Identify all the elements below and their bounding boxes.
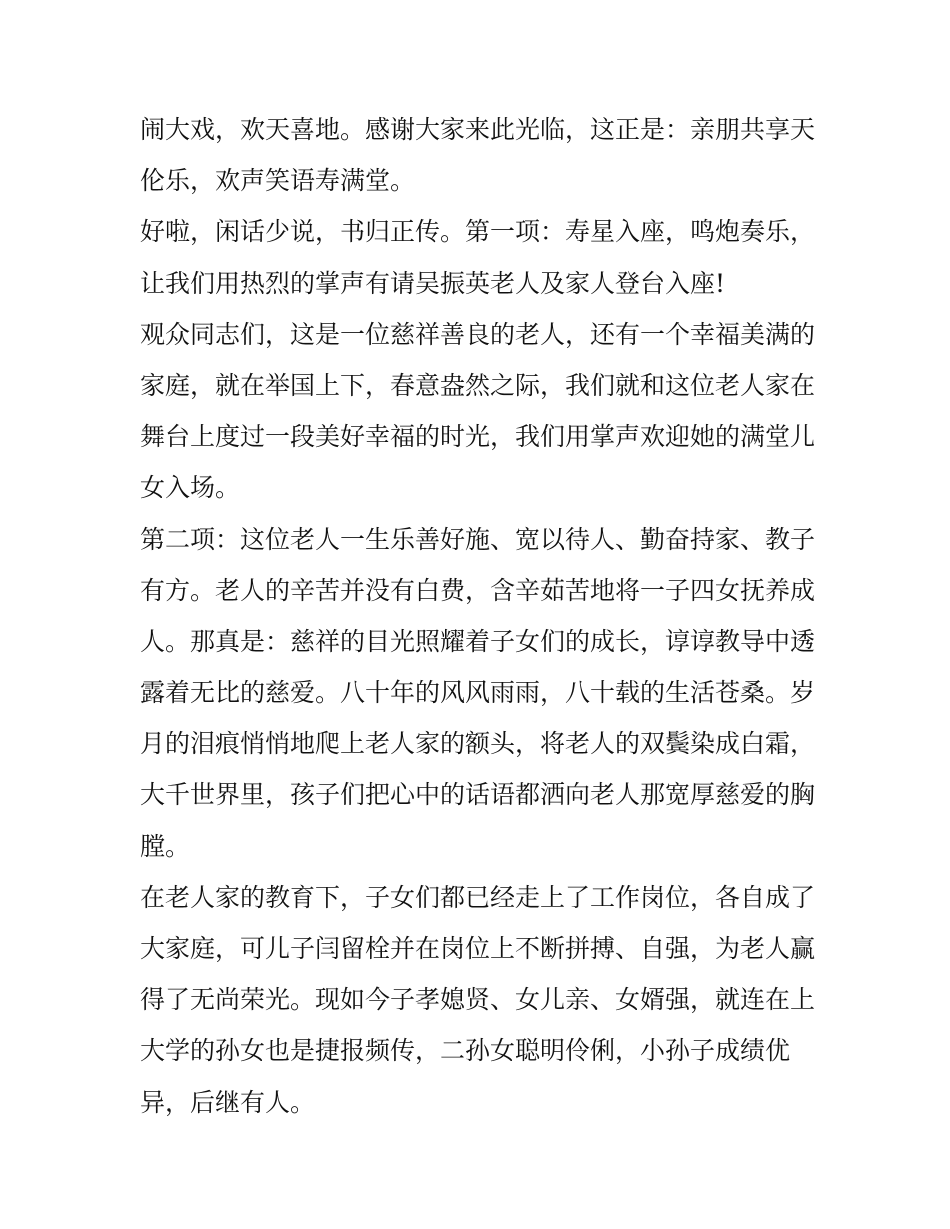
text-line: 大千世界里，孩子们把心中的话语都洒向老人那宽厚慈爱的胸 (140, 780, 816, 810)
text-line: 女入场。 (140, 473, 241, 503)
text-line: 闹大戏，欢天喜地。感谢大家来此光临，这正是：亲朋共享天 (140, 115, 816, 144)
text-line: 在老人家的教育下，子女们都已经走上了工作岗位，各自成了 (140, 882, 816, 912)
text-line: 人。那真是：慈祥的目光照耀着子女们的成长，谆谆教导中透 (140, 626, 816, 656)
text-line: 舞台上度过一段美好幸福的时光，我们用掌声欢迎她的满堂儿 (140, 422, 816, 452)
text-line: 第二项：这位老人一生乐善好施、宽以待人、勤奋持家、教子 (140, 524, 816, 554)
text-line: 月的泪痕悄悄地爬上老人家的额头，将老人的双鬓染成白霜， (140, 729, 816, 759)
text-line: 让我们用热烈的掌声有请吴振英老人及家人登台入座! (140, 268, 726, 298)
document-body (140, 104, 820, 1128)
text-line: 异，后继有人。 (140, 1087, 316, 1117)
text-line: 露着无比的慈爱。八十年的风风雨雨，八十载的生活苍桑。岁 (140, 678, 816, 708)
text-line: 大学的孙女也是捷报频传，二孙女聪明伶俐，小孙子成绩优 (140, 1036, 791, 1066)
text-line: 膛。 (140, 831, 191, 861)
text-line: 观众同志们，这是一位慈祥善良的老人，还有一个幸福美满的 (140, 319, 816, 349)
text-line: 伦乐，欢声笑语寿满堂。 (140, 166, 416, 196)
text-line: 大家庭，可儿子闫留栓并在岗位上不断拼搏、自强，为老人赢 (140, 934, 816, 963)
text-line: 家庭，就在举国上下，春意盎然之际，我们就和这位老人家在 (140, 370, 816, 400)
text-line: 得了无尚荣光。现如今子孝媳贤、女儿亲、女婿强，就连在上 (140, 985, 816, 1015)
text-line: 有方。老人的辛苦并没有白费，含辛茹苦地将一子四女抚养成 (140, 575, 816, 605)
text-line: 好啦，闲话少说，书归正传。第一项：寿星入座，鸣炮奏乐， (140, 217, 816, 247)
